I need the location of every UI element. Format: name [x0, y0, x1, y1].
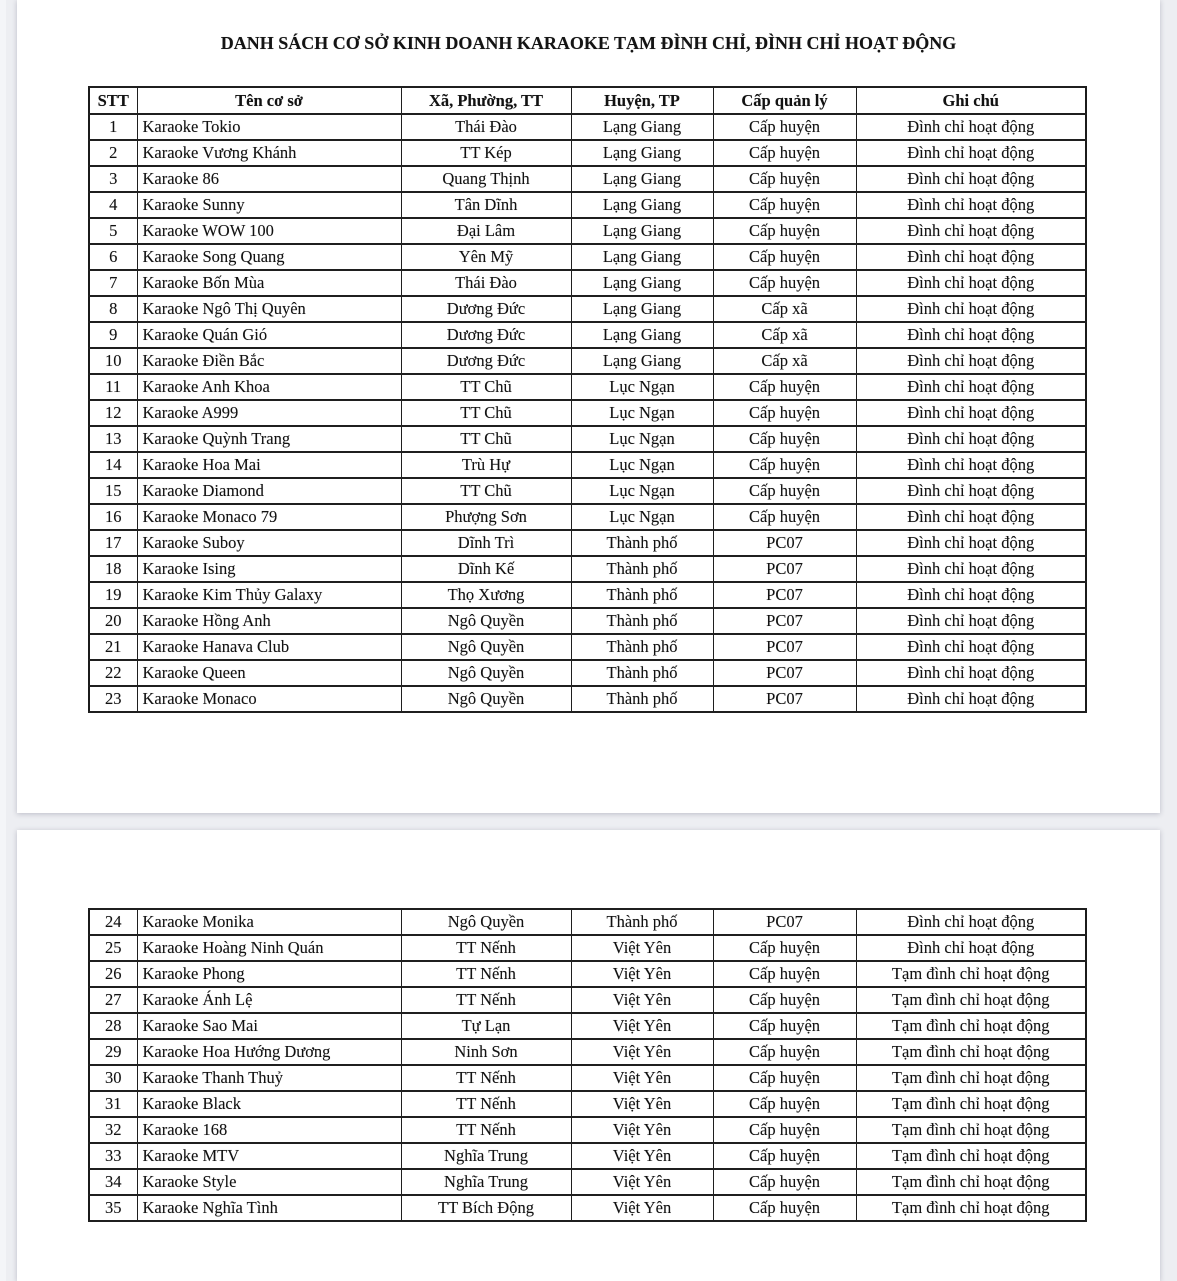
cell-cap-quan-ly: Cấp huyện — [713, 987, 856, 1013]
cell-cap-quan-ly: Cấp huyện — [713, 1143, 856, 1169]
table-row — [89, 660, 1086, 686]
cell-huyen-tp: Lạng Giang — [571, 166, 713, 192]
cell-stt: 10 — [89, 348, 137, 374]
table-row — [89, 1065, 1086, 1091]
cell-cap-quan-ly: Cấp huyện — [713, 140, 856, 166]
cell-xa-phuong-tt: Trù Hự — [401, 452, 571, 478]
cell-huyen-tp: Việt Yên — [571, 1065, 713, 1091]
cell-ghi-chu: Tạm đình chỉ hoạt động — [856, 1013, 1086, 1039]
cell-ten-co-so: Karaoke Song Quang — [137, 244, 401, 270]
cell-xa-phuong-tt: TT Kép — [401, 140, 571, 166]
cell-xa-phuong-tt: TT Nếnh — [401, 1065, 571, 1091]
cell-ten-co-so: Karaoke Hồng Anh — [137, 608, 401, 634]
cell-ten-co-so: Karaoke Vương Khánh — [137, 140, 401, 166]
cell-huyen-tp: Thành phố — [571, 660, 713, 686]
cell-stt: 5 — [89, 218, 137, 244]
table-row — [89, 1013, 1086, 1039]
cell-cap-quan-ly: Cấp huyện — [713, 1169, 856, 1195]
column-header-ten-co-so: Tên cơ sở — [137, 87, 401, 114]
cell-stt: 30 — [89, 1065, 137, 1091]
cell-ten-co-so: Karaoke Suboy — [137, 530, 401, 556]
table-row — [89, 400, 1086, 426]
cell-xa-phuong-tt: TT Chũ — [401, 374, 571, 400]
cell-xa-phuong-tt: Tân Dĩnh — [401, 192, 571, 218]
cell-xa-phuong-tt: TT Nếnh — [401, 1091, 571, 1117]
table-row — [89, 140, 1086, 166]
cell-xa-phuong-tt: Dương Đức — [401, 296, 571, 322]
cell-ten-co-so: Karaoke Sunny — [137, 192, 401, 218]
table-row — [89, 296, 1086, 322]
cell-stt: 19 — [89, 582, 137, 608]
cell-ten-co-so: Karaoke Ánh Lệ — [137, 987, 401, 1013]
table-row — [89, 987, 1086, 1013]
cell-ghi-chu: Tạm đình chỉ hoạt động — [856, 1169, 1086, 1195]
document-page-1 — [17, 0, 1160, 813]
table-row — [89, 634, 1086, 660]
cell-huyen-tp: Lạng Giang — [571, 322, 713, 348]
cell-ghi-chu: Đình chỉ hoạt động — [856, 686, 1086, 712]
cell-huyen-tp: Việt Yên — [571, 1091, 713, 1117]
cell-huyen-tp: Thành phố — [571, 608, 713, 634]
table-row — [89, 114, 1086, 140]
cell-cap-quan-ly: Cấp huyện — [713, 244, 856, 270]
cell-xa-phuong-tt: Ninh Sơn — [401, 1039, 571, 1065]
cell-cap-quan-ly: Cấp huyện — [713, 1195, 856, 1221]
cell-huyen-tp: Việt Yên — [571, 1117, 713, 1143]
table-row — [89, 1195, 1086, 1221]
cell-xa-phuong-tt: Dương Đức — [401, 322, 571, 348]
cell-cap-quan-ly: Cấp xã — [713, 348, 856, 374]
karaoke-table-page-2 — [88, 908, 1087, 1222]
cell-ghi-chu: Đình chỉ hoạt động — [856, 504, 1086, 530]
cell-huyen-tp: Việt Yên — [571, 935, 713, 961]
cell-ghi-chu: Đình chỉ hoạt động — [856, 530, 1086, 556]
cell-huyen-tp: Thành phố — [571, 582, 713, 608]
cell-cap-quan-ly: PC07 — [713, 634, 856, 660]
cell-ten-co-so: Karaoke Kim Thủy Galaxy — [137, 582, 401, 608]
cell-ten-co-so: Karaoke MTV — [137, 1143, 401, 1169]
cell-stt: 8 — [89, 296, 137, 322]
table-row — [89, 166, 1086, 192]
cell-ten-co-so: Karaoke Tokio — [137, 114, 401, 140]
cell-xa-phuong-tt: Dĩnh Kế — [401, 556, 571, 582]
cell-xa-phuong-tt: Ngô Quyền — [401, 634, 571, 660]
cell-xa-phuong-tt: TT Nếnh — [401, 987, 571, 1013]
cell-ghi-chu: Đình chỉ hoạt động — [856, 244, 1086, 270]
cell-ghi-chu: Đình chỉ hoạt động — [856, 909, 1086, 935]
cell-xa-phuong-tt: Tự Lạn — [401, 1013, 571, 1039]
cell-xa-phuong-tt: Yên Mỹ — [401, 244, 571, 270]
cell-xa-phuong-tt: TT Nếnh — [401, 961, 571, 987]
cell-stt: 15 — [89, 478, 137, 504]
cell-ghi-chu: Tạm đình chỉ hoạt động — [856, 1195, 1086, 1221]
cell-ten-co-so: Karaoke Monaco — [137, 686, 401, 712]
column-header-xa-phuong-tt: Xã, Phường, TT — [401, 87, 571, 114]
cell-huyen-tp: Việt Yên — [571, 1195, 713, 1221]
cell-stt: 18 — [89, 556, 137, 582]
cell-stt: 34 — [89, 1169, 137, 1195]
column-header-ghi-chu: Ghi chú — [856, 87, 1086, 114]
cell-ten-co-so: Karaoke Thanh Thuỷ — [137, 1065, 401, 1091]
cell-ten-co-so: Karaoke Bốn Mùa — [137, 270, 401, 296]
cell-cap-quan-ly: Cấp huyện — [713, 1039, 856, 1065]
cell-ten-co-so: Karaoke Anh Khoa — [137, 374, 401, 400]
table-row — [89, 374, 1086, 400]
cell-stt: 31 — [89, 1091, 137, 1117]
cell-ten-co-so: Karaoke Hoa Hướng Dương — [137, 1039, 401, 1065]
cell-huyen-tp: Lạng Giang — [571, 192, 713, 218]
cell-cap-quan-ly: Cấp xã — [713, 296, 856, 322]
cell-stt: 12 — [89, 400, 137, 426]
cell-cap-quan-ly: Cấp huyện — [713, 426, 856, 452]
cell-huyen-tp: Lạng Giang — [571, 270, 713, 296]
cell-ghi-chu: Đình chỉ hoạt động — [856, 374, 1086, 400]
cell-ghi-chu: Tạm đình chỉ hoạt động — [856, 987, 1086, 1013]
table-row — [89, 1039, 1086, 1065]
table-row — [89, 504, 1086, 530]
table-row — [89, 686, 1086, 712]
cell-ten-co-so: Karaoke Black — [137, 1091, 401, 1117]
cell-ten-co-so: Karaoke Phong — [137, 961, 401, 987]
cell-ghi-chu: Đình chỉ hoạt động — [856, 478, 1086, 504]
table-row — [89, 270, 1086, 296]
cell-huyen-tp: Lục Ngạn — [571, 374, 713, 400]
cell-ghi-chu: Đình chỉ hoạt động — [856, 140, 1086, 166]
table-row — [89, 1117, 1086, 1143]
cell-huyen-tp: Việt Yên — [571, 1013, 713, 1039]
cell-ten-co-so: Karaoke Quán Gió — [137, 322, 401, 348]
cell-xa-phuong-tt: TT Bích Động — [401, 1195, 571, 1221]
cell-ten-co-so: Karaoke 86 — [137, 166, 401, 192]
cell-cap-quan-ly: Cấp huyện — [713, 400, 856, 426]
cell-huyen-tp: Lạng Giang — [571, 296, 713, 322]
cell-xa-phuong-tt: Thái Đào — [401, 114, 571, 140]
cell-ten-co-so: Karaoke Nghĩa Tình — [137, 1195, 401, 1221]
cell-huyen-tp: Thành phố — [571, 686, 713, 712]
cell-stt: 20 — [89, 608, 137, 634]
cell-cap-quan-ly: Cấp huyện — [713, 114, 856, 140]
table-header-row — [89, 87, 1086, 114]
table-row — [89, 426, 1086, 452]
cell-ghi-chu: Đình chỉ hoạt động — [856, 426, 1086, 452]
cell-cap-quan-ly: PC07 — [713, 530, 856, 556]
cell-cap-quan-ly: Cấp huyện — [713, 452, 856, 478]
table-row — [89, 556, 1086, 582]
cell-ghi-chu: Đình chỉ hoạt động — [856, 192, 1086, 218]
cell-stt: 11 — [89, 374, 137, 400]
cell-stt: 1 — [89, 114, 137, 140]
cell-ten-co-so: Karaoke 168 — [137, 1117, 401, 1143]
cell-stt: 23 — [89, 686, 137, 712]
cell-stt: 4 — [89, 192, 137, 218]
cell-ghi-chu: Đình chỉ hoạt động — [856, 218, 1086, 244]
cell-ghi-chu: Đình chỉ hoạt động — [856, 296, 1086, 322]
cell-stt: 35 — [89, 1195, 137, 1221]
cell-stt: 17 — [89, 530, 137, 556]
cell-stt: 27 — [89, 987, 137, 1013]
cell-huyen-tp: Lục Ngạn — [571, 400, 713, 426]
cell-stt: 7 — [89, 270, 137, 296]
cell-ghi-chu: Đình chỉ hoạt động — [856, 400, 1086, 426]
table-row — [89, 961, 1086, 987]
cell-xa-phuong-tt: Ngô Quyền — [401, 686, 571, 712]
cell-ten-co-so: Karaoke Monaco 79 — [137, 504, 401, 530]
cell-stt: 3 — [89, 166, 137, 192]
viewer-left-edge — [0, 0, 6, 1281]
cell-xa-phuong-tt: Ngô Quyền — [401, 660, 571, 686]
cell-xa-phuong-tt: Nghĩa Trung — [401, 1143, 571, 1169]
cell-ten-co-so: Karaoke Hanava Club — [137, 634, 401, 660]
table-row — [89, 935, 1086, 961]
cell-huyen-tp: Việt Yên — [571, 1039, 713, 1065]
cell-stt: 9 — [89, 322, 137, 348]
cell-ghi-chu: Tạm đình chỉ hoạt động — [856, 961, 1086, 987]
cell-ghi-chu: Tạm đình chỉ hoạt động — [856, 1143, 1086, 1169]
table-row — [89, 452, 1086, 478]
cell-cap-quan-ly: Cấp huyện — [713, 374, 856, 400]
cell-huyen-tp: Lạng Giang — [571, 140, 713, 166]
table-row — [89, 582, 1086, 608]
cell-ten-co-so: Karaoke Monika — [137, 909, 401, 935]
cell-xa-phuong-tt: TT Chũ — [401, 400, 571, 426]
cell-huyen-tp: Thành phố — [571, 909, 713, 935]
cell-huyen-tp: Thành phố — [571, 530, 713, 556]
document-page-2 — [17, 830, 1160, 1281]
cell-ghi-chu: Đình chỉ hoạt động — [856, 166, 1086, 192]
cell-huyen-tp: Lục Ngạn — [571, 504, 713, 530]
cell-stt: 26 — [89, 961, 137, 987]
cell-stt: 29 — [89, 1039, 137, 1065]
cell-huyen-tp: Việt Yên — [571, 1169, 713, 1195]
cell-ten-co-so: Karaoke WOW 100 — [137, 218, 401, 244]
table-row — [89, 909, 1086, 935]
cell-ghi-chu: Đình chỉ hoạt động — [856, 935, 1086, 961]
cell-ten-co-so: Karaoke Hoàng Ninh Quán — [137, 935, 401, 961]
cell-cap-quan-ly: Cấp huyện — [713, 1065, 856, 1091]
cell-cap-quan-ly: Cấp huyện — [713, 961, 856, 987]
cell-huyen-tp: Việt Yên — [571, 961, 713, 987]
cell-xa-phuong-tt: Đại Lâm — [401, 218, 571, 244]
cell-stt: 21 — [89, 634, 137, 660]
cell-cap-quan-ly: Cấp huyện — [713, 504, 856, 530]
cell-cap-quan-ly: PC07 — [713, 909, 856, 935]
cell-ten-co-so: Karaoke A999 — [137, 400, 401, 426]
cell-ghi-chu: Đình chỉ hoạt động — [856, 582, 1086, 608]
cell-stt: 24 — [89, 909, 137, 935]
cell-ghi-chu: Đình chỉ hoạt động — [856, 660, 1086, 686]
cell-cap-quan-ly: Cấp xã — [713, 322, 856, 348]
cell-xa-phuong-tt: TT Chũ — [401, 426, 571, 452]
cell-stt: 14 — [89, 452, 137, 478]
cell-huyen-tp: Lục Ngạn — [571, 452, 713, 478]
cell-cap-quan-ly: PC07 — [713, 608, 856, 634]
cell-cap-quan-ly: Cấp huyện — [713, 166, 856, 192]
table-row — [89, 1091, 1086, 1117]
cell-stt: 13 — [89, 426, 137, 452]
cell-ghi-chu: Tạm đình chỉ hoạt động — [856, 1091, 1086, 1117]
cell-ghi-chu: Tạm đình chỉ hoạt động — [856, 1117, 1086, 1143]
cell-stt: 33 — [89, 1143, 137, 1169]
cell-ghi-chu: Tạm đình chỉ hoạt động — [856, 1065, 1086, 1091]
cell-ten-co-so: Karaoke Queen — [137, 660, 401, 686]
table-row — [89, 218, 1086, 244]
cell-xa-phuong-tt: Phượng Sơn — [401, 504, 571, 530]
cell-xa-phuong-tt: Thọ Xương — [401, 582, 571, 608]
cell-stt: 16 — [89, 504, 137, 530]
cell-cap-quan-ly: Cấp huyện — [713, 270, 856, 296]
table-row — [89, 1169, 1086, 1195]
cell-ten-co-so: Karaoke Sao Mai — [137, 1013, 401, 1039]
table-row — [89, 348, 1086, 374]
cell-stt: 25 — [89, 935, 137, 961]
cell-stt: 2 — [89, 140, 137, 166]
cell-stt: 32 — [89, 1117, 137, 1143]
cell-cap-quan-ly: PC07 — [713, 686, 856, 712]
cell-huyen-tp: Thành phố — [571, 556, 713, 582]
cell-ten-co-so: Karaoke Hoa Mai — [137, 452, 401, 478]
column-header-huyen-tp: Huyện, TP — [571, 87, 713, 114]
cell-xa-phuong-tt: Nghĩa Trung — [401, 1169, 571, 1195]
cell-cap-quan-ly: Cấp huyện — [713, 1117, 856, 1143]
karaoke-table-page-1 — [88, 86, 1087, 713]
table-row — [89, 244, 1086, 270]
cell-xa-phuong-tt: TT Nếnh — [401, 935, 571, 961]
cell-xa-phuong-tt: Thái Đào — [401, 270, 571, 296]
cell-ten-co-so: Karaoke Ising — [137, 556, 401, 582]
table-row — [89, 608, 1086, 634]
cell-cap-quan-ly: Cấp huyện — [713, 478, 856, 504]
cell-ghi-chu: Đình chỉ hoạt động — [856, 634, 1086, 660]
cell-ghi-chu: Đình chỉ hoạt động — [856, 114, 1086, 140]
cell-huyen-tp: Việt Yên — [571, 987, 713, 1013]
cell-cap-quan-ly: Cấp huyện — [713, 1091, 856, 1117]
cell-ghi-chu: Tạm đình chỉ hoạt động — [856, 1039, 1086, 1065]
cell-xa-phuong-tt: TT Chũ — [401, 478, 571, 504]
cell-huyen-tp: Lạng Giang — [571, 244, 713, 270]
cell-stt: 6 — [89, 244, 137, 270]
cell-stt: 28 — [89, 1013, 137, 1039]
cell-huyen-tp: Thành phố — [571, 634, 713, 660]
cell-xa-phuong-tt: Dĩnh Trì — [401, 530, 571, 556]
cell-ghi-chu: Đình chỉ hoạt động — [856, 608, 1086, 634]
cell-cap-quan-ly: Cấp huyện — [713, 1013, 856, 1039]
table-row — [89, 192, 1086, 218]
cell-ghi-chu: Đình chỉ hoạt động — [856, 322, 1086, 348]
cell-ten-co-so: Karaoke Điền Bắc — [137, 348, 401, 374]
cell-cap-quan-ly: Cấp huyện — [713, 218, 856, 244]
cell-ten-co-so: Karaoke Quỳnh Trang — [137, 426, 401, 452]
cell-ghi-chu: Đình chỉ hoạt động — [856, 452, 1086, 478]
cell-huyen-tp: Việt Yên — [571, 1143, 713, 1169]
cell-cap-quan-ly: Cấp huyện — [713, 192, 856, 218]
column-header-cap-quan-ly: Cấp quản lý — [713, 87, 856, 114]
cell-xa-phuong-tt: TT Nếnh — [401, 1117, 571, 1143]
cell-xa-phuong-tt: Ngô Quyền — [401, 608, 571, 634]
cell-huyen-tp: Lạng Giang — [571, 218, 713, 244]
table-row — [89, 1143, 1086, 1169]
table-row — [89, 322, 1086, 348]
cell-xa-phuong-tt: Ngô Quyền — [401, 909, 571, 935]
cell-ten-co-so: Karaoke Ngô Thị Quyên — [137, 296, 401, 322]
cell-ten-co-so: Karaoke Diamond — [137, 478, 401, 504]
cell-stt: 22 — [89, 660, 137, 686]
table-row — [89, 478, 1086, 504]
column-header-stt: STT — [89, 87, 137, 114]
cell-cap-quan-ly: PC07 — [713, 556, 856, 582]
table-row — [89, 530, 1086, 556]
cell-huyen-tp: Lạng Giang — [571, 114, 713, 140]
cell-huyen-tp: Lục Ngạn — [571, 426, 713, 452]
document-title: DANH SÁCH CƠ SỞ KINH DOANH KARAOKE TẠM ĐÌNH CHỈ, ĐÌNH CHỈ HOẠT ĐỘNG — [220, 33, 957, 53]
cell-cap-quan-ly: PC07 — [713, 582, 856, 608]
cell-huyen-tp: Lạng Giang — [571, 348, 713, 374]
cell-xa-phuong-tt: Quang Thịnh — [401, 166, 571, 192]
cell-xa-phuong-tt: Dương Đức — [401, 348, 571, 374]
cell-cap-quan-ly: Cấp huyện — [713, 935, 856, 961]
cell-ghi-chu: Đình chỉ hoạt động — [856, 348, 1086, 374]
cell-huyen-tp: Lục Ngạn — [571, 478, 713, 504]
cell-ghi-chu: Đình chỉ hoạt động — [856, 556, 1086, 582]
cell-cap-quan-ly: PC07 — [713, 660, 856, 686]
cell-ten-co-so: Karaoke Style — [137, 1169, 401, 1195]
cell-ghi-chu: Đình chỉ hoạt động — [856, 270, 1086, 296]
